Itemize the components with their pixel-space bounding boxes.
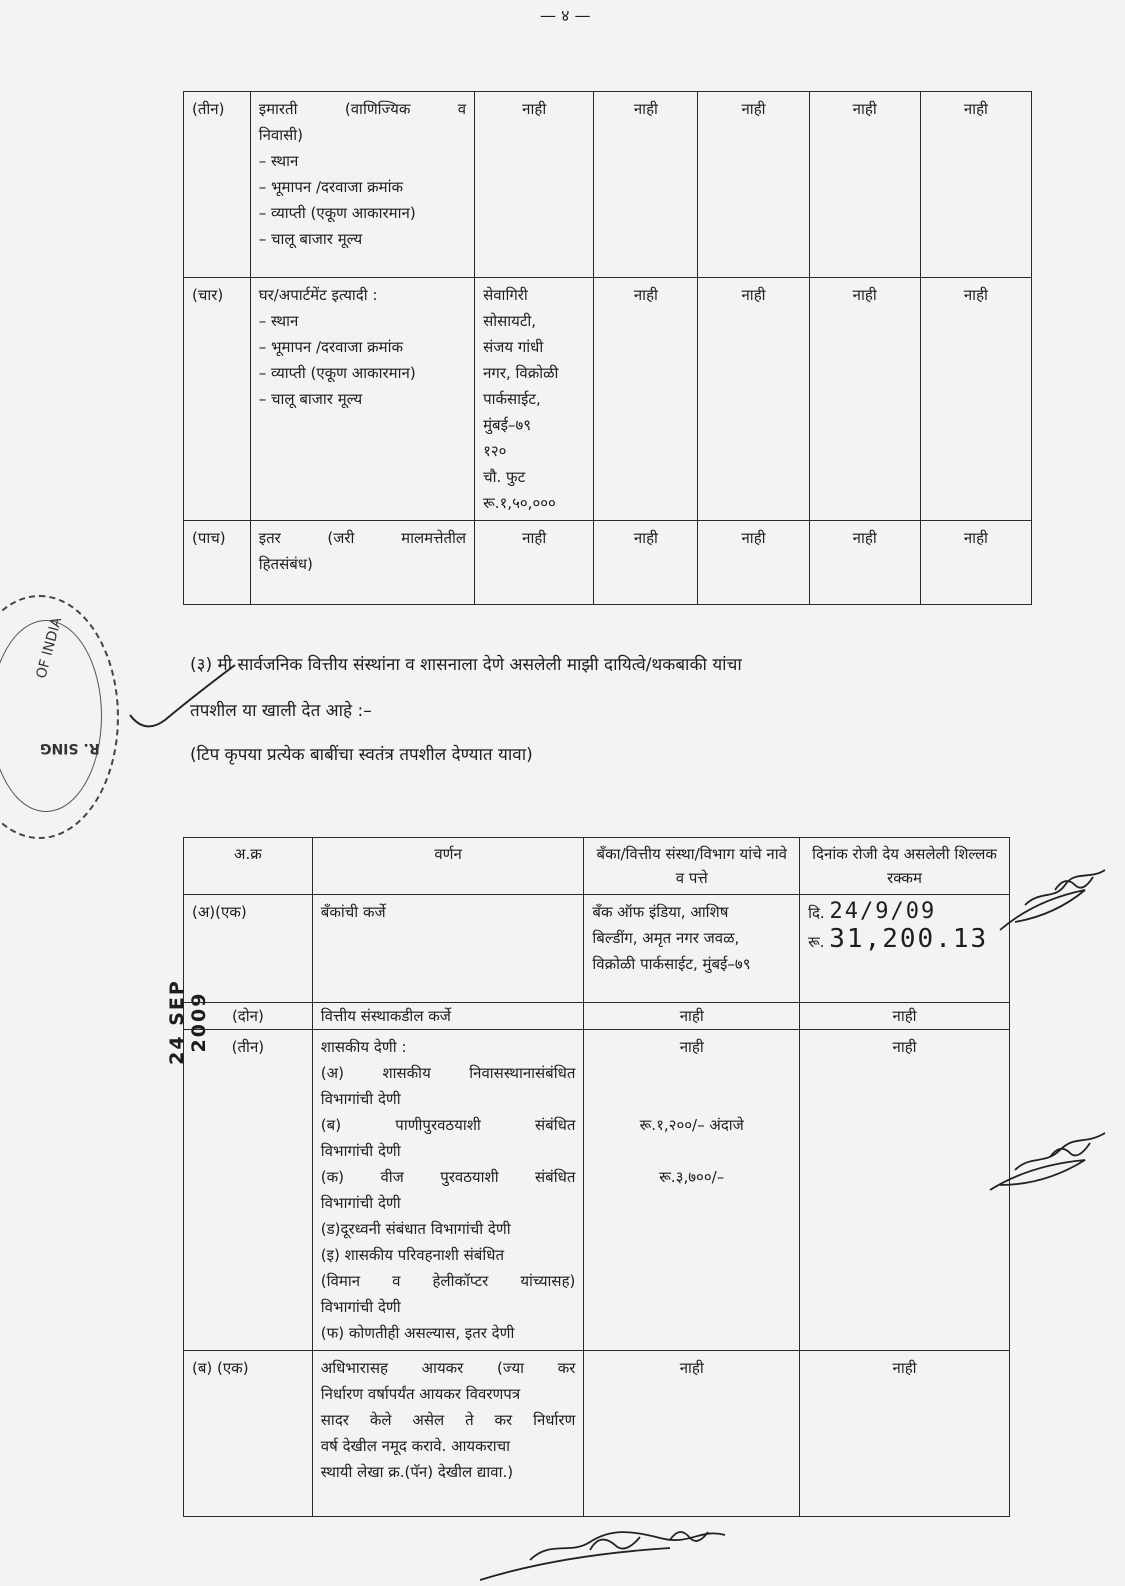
handwritten-date: 24/9/09 [829, 899, 937, 924]
row-description: शासकीय देणी : (अ) शासकीय निवासस्थानासंबंधित विभागांची देणी (ब) पाणीपुरवठयाशी संबंधित विभागांची देणी (क) वीज पुरवठयाशी संबंधित विभागांची देणी (ड)दूरध्वनी संबंधात विभागांची देणी (इ) शासकीय परिवहनाशी संबंधित (विमान व हेलीकॉप्टर यांच्यासह) विभागांची देणी (फ) कोणतीही असल्यास, इतर देणी [312, 1030, 584, 1351]
row-number: (चार) [184, 278, 251, 521]
table-row [184, 278, 1032, 521]
amount-cell: दि. 24/9/09 रू. 31,200.13 [800, 895, 1010, 1003]
signature [985, 1125, 1115, 1205]
row-number: (अ)(एक) [184, 895, 313, 1003]
row-number: (तीन) [184, 1030, 313, 1351]
cell-value: नाही [809, 92, 920, 278]
header-description: वर्णन [312, 838, 584, 895]
table-header-row [184, 838, 1010, 895]
cell-value: नाही [475, 92, 594, 278]
row-description: इमारती (वाणिज्यिक व निवासी) – स्थान – भूमापन /दरवाजा क्रमांक – व्याप्ती (एकूण आकारमान) – चालू बाजार मूल्य [250, 92, 474, 278]
row-description: इतर (जरी मालमत्तेतील हितसंबंध) [250, 521, 474, 605]
header-amount: दिनांक रोजी देय असलेली शिल्लक रक्कम [800, 838, 1010, 895]
cell-value: नाही [809, 278, 920, 521]
row-description: वित्तीय संस्थाकडील कर्जे [312, 1003, 584, 1030]
section-3-line-1: (३) मी सार्वजनिक वित्तीय संस्थांना व शासनाला देणे असलेली माझी दायित्वे/थकबाकी यांचा [190, 655, 742, 675]
handwritten-amount: 31,200.13 [829, 924, 989, 954]
cell-value: नाही [594, 92, 698, 278]
row-description: घर/अपार्टमेंट इत्यादी : – स्थान – भूमापन /दरवाजा क्रमांक – व्याप्ती (एकूण आकारमान) – चालू बाजार मूल्य [250, 278, 474, 521]
header-serial: अ.क्र [184, 838, 313, 895]
signature [995, 860, 1115, 940]
row-number: (तीन) [184, 92, 251, 278]
table-row [184, 1003, 1010, 1030]
cell-value: नाही [584, 1003, 800, 1030]
cell-value: नाही [698, 278, 809, 521]
cell-value: नाही [594, 521, 698, 605]
table-row [184, 895, 1010, 1003]
page-number: — ४ — [540, 6, 591, 25]
table-row [184, 92, 1032, 278]
cell-value: नाही [698, 92, 809, 278]
table-row [184, 521, 1032, 605]
header-bank: बँका/वित्तीय संस्था/विभाग यांचे नावे व पत्ते [584, 838, 800, 895]
cell-value: नाही [800, 1003, 1010, 1030]
row-number: (दोन) [184, 1003, 313, 1030]
table-row [184, 1351, 1010, 1517]
bank-address: बँक ऑफ इंडिया, आशिष बिल्डींग, अमृत नगर जवळ, विक्रोळी पार्कसाईट, मुंबई–७९ [584, 895, 800, 1003]
signature [470, 1520, 750, 1586]
cell-value: नाही [584, 1351, 800, 1517]
row-number: (पाच) [184, 521, 251, 605]
cell-value: नाही [920, 92, 1031, 278]
cell-value: नाही [920, 278, 1031, 521]
table-row [184, 1030, 1010, 1351]
cell-value: नाही [594, 278, 698, 521]
tick-mark [125, 660, 245, 740]
cell-value: नाही [809, 521, 920, 605]
property-address: सेवागिरी सोसायटी, संजय गांधी नगर, विक्रोळी पार्कसाईट, मुंबई–७९ १२० चौ. फुट रू.१,५०,००० [475, 278, 594, 521]
date-stamp: 24 SEP 2009 [166, 979, 210, 1065]
row-number: (ब) (एक) [184, 1351, 313, 1517]
row-description: अधिभारासह आयकर (ज्या कर निर्धारण वर्षापर्यंत आयकर विवरणपत्र सादर केले असेल ते कर निर्धारण वर्ष देखील नमूद करावे. आयकराचा स्थायी लेखा क्र.(पॅन) देखील द्यावा.) [312, 1351, 584, 1517]
cell-value: नाही [800, 1030, 1010, 1351]
bank-details: नाही रू.१,२००/– अंदाजे रू.३,७००/– [584, 1030, 800, 1351]
row-description: बँकांची कर्जे [312, 895, 584, 1003]
cell-value: नाही [920, 521, 1031, 605]
stamp-text: OF INDIA [33, 615, 66, 681]
cell-value: नाही [698, 521, 809, 605]
section-3-note: (टिप कृपया प्रत्येक बाबींचा स्वतंत्र तपशील देण्यात यावा) [190, 745, 533, 765]
section-3-line-2: तपशील या खाली देत आहे :– [190, 701, 372, 721]
stamp-text: R. SING [40, 740, 100, 756]
liabilities-table [183, 837, 1010, 1517]
assets-table [183, 91, 1032, 605]
cell-value: नाही [800, 1351, 1010, 1517]
cell-value: नाही [475, 521, 594, 605]
